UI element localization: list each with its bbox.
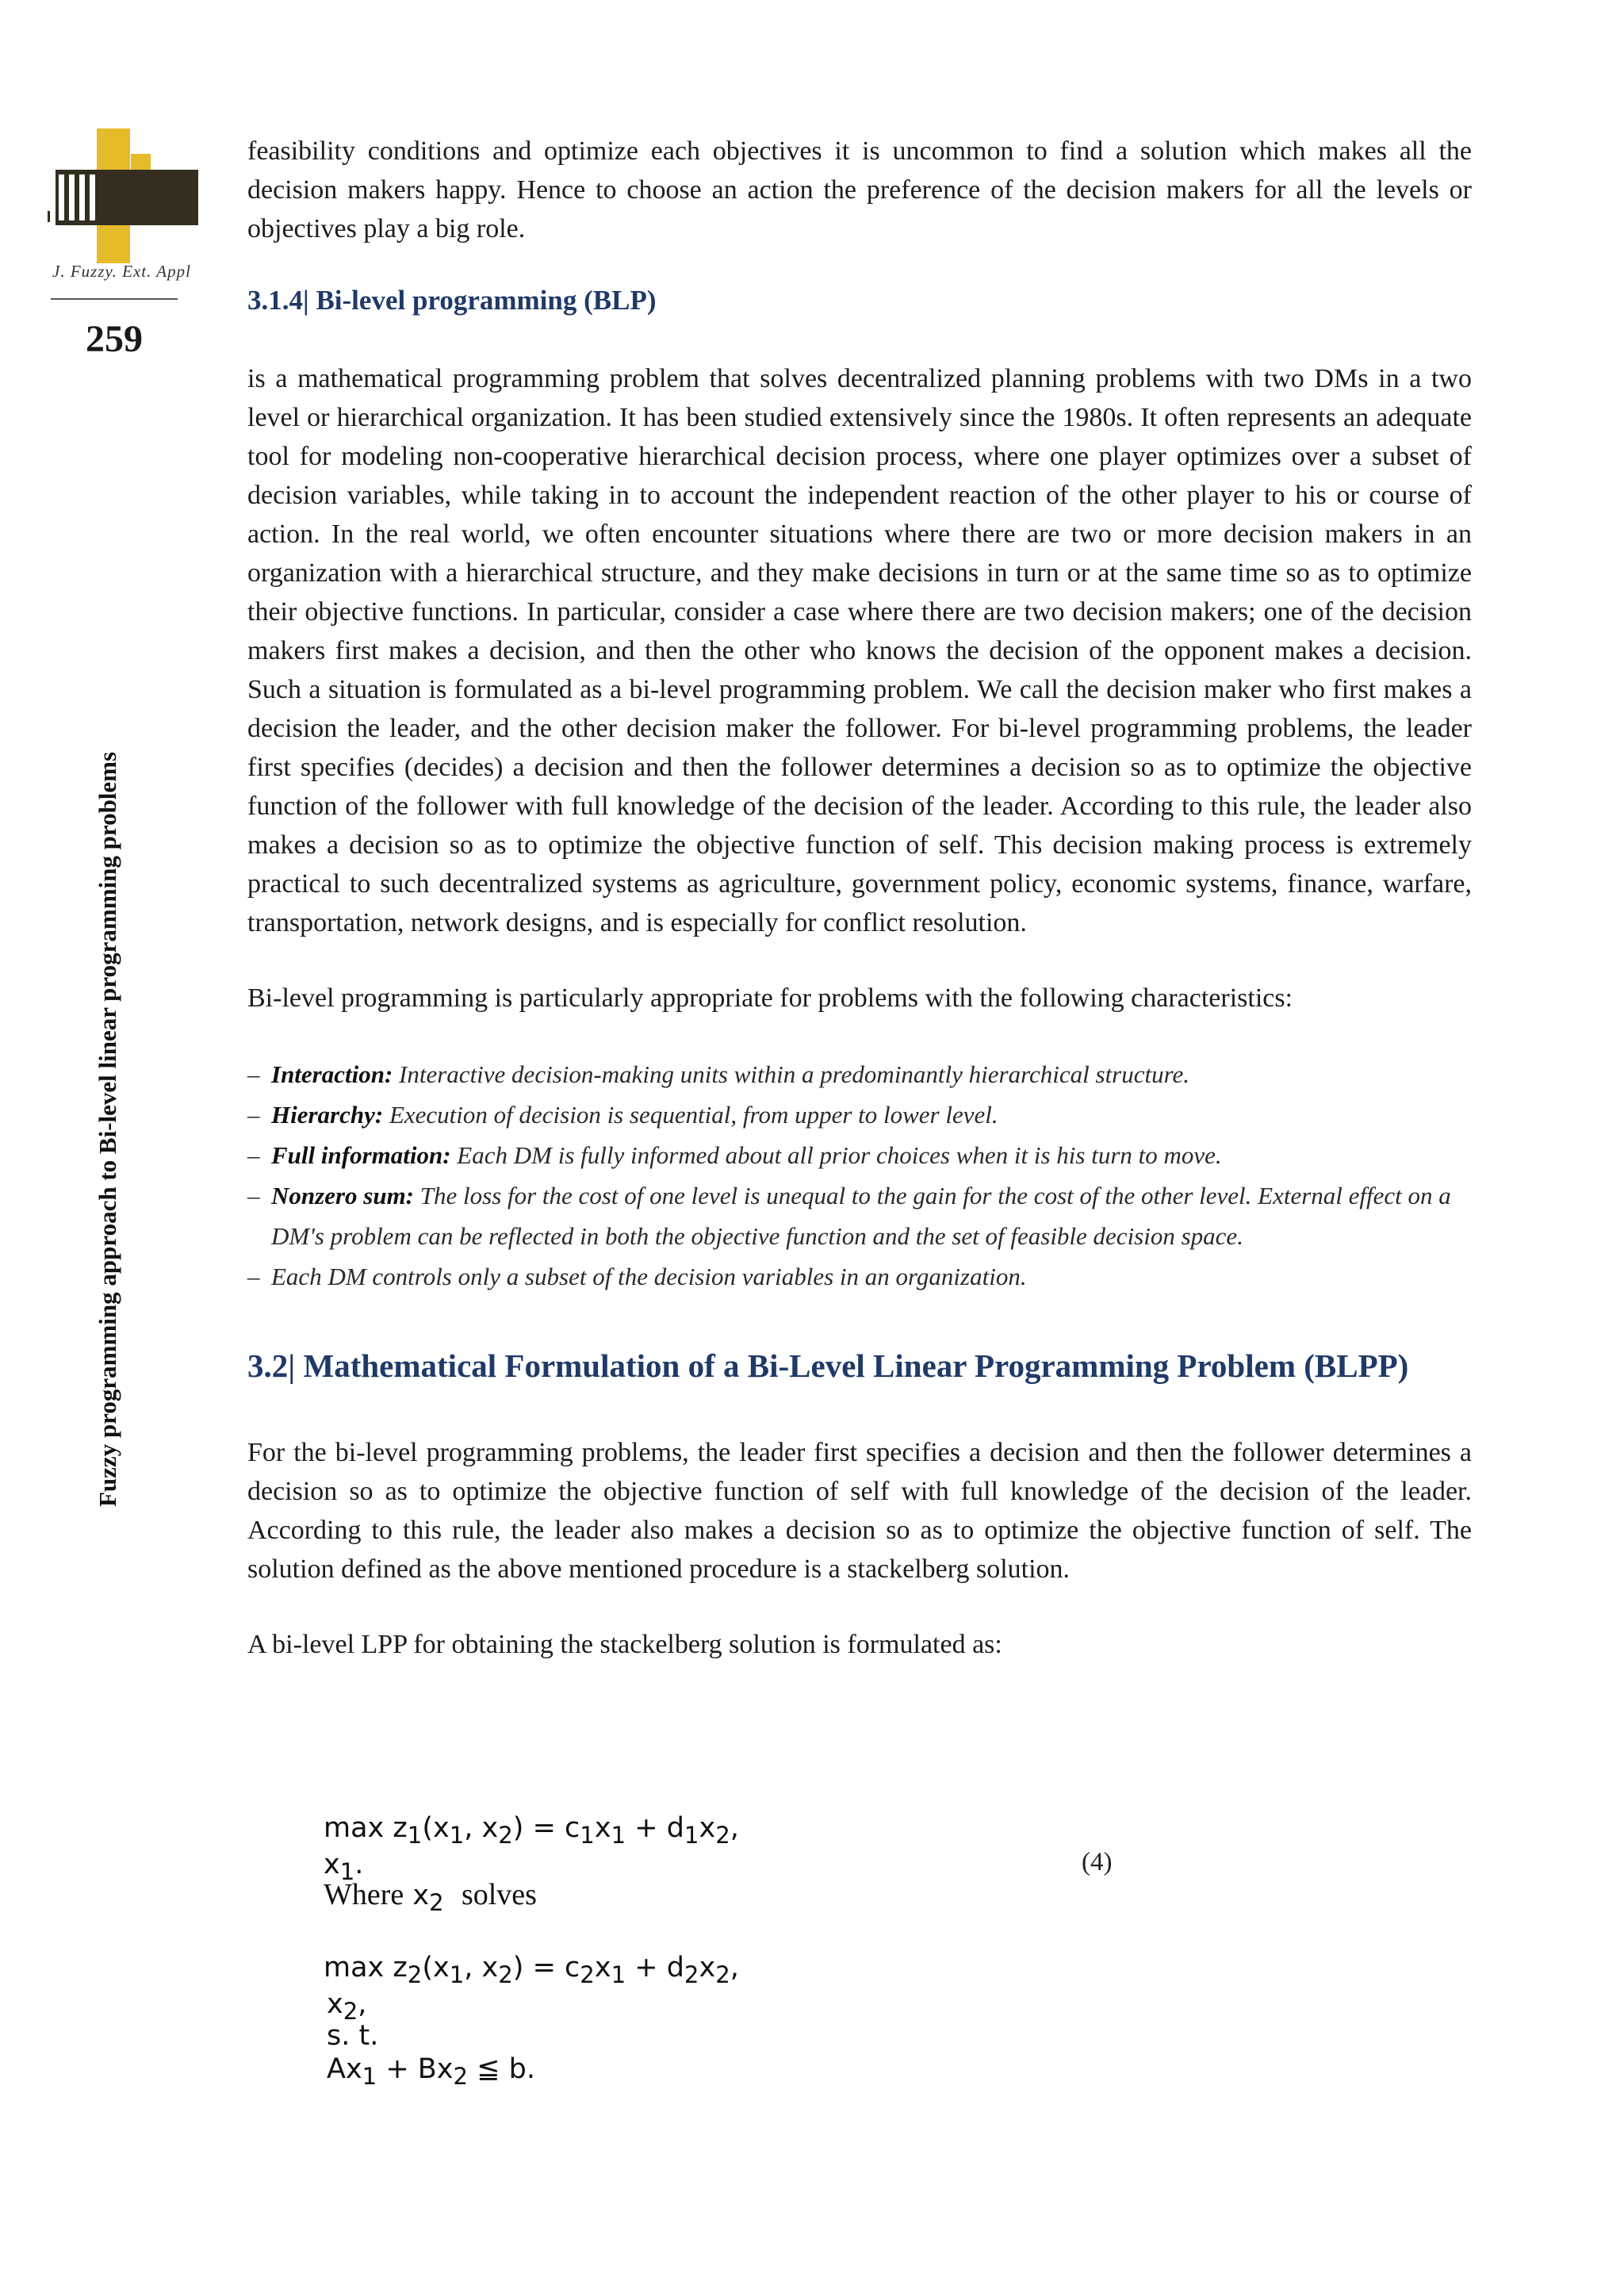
subject-to-label: s. t. (327, 2020, 379, 2052)
formulation-paragraph: For the bi-level programming problems, the leader first specifies a decision and then the follower determines a decision so as to optimize the objective function of self with full knowledge of the decision of the leader. According to this rule, the leader also makes a decision so as to optimize the objective function of self. The solution defined as the above mentioned procedure is a stackelberg solution. (247, 1438, 1472, 1584)
list-item: – Interaction: Interactive decision-making units within a predominantly hierarchical structure. (247, 1054, 1472, 1094)
where-line: Where $x_2$ solves (324, 1878, 537, 1916)
list-item: – Nonzero sum: The loss for the cost of one level is unequal to the gain for the cost of the other level. External effect on a DM's problem can be reflected in both the objective function and the set of feasible decision space. (247, 1175, 1472, 1256)
page-number: 259 (86, 318, 143, 360)
follower-variable: $x_2$, (327, 1988, 367, 2025)
follower-objective: $\max z_2(x_1$, $x_2) = c_2x_1 + d_2x_2$, (324, 1952, 739, 1988)
lpp-intro-paragraph: A bi-level LPP for obtaining the stackelberg solution is formulated as: (247, 1630, 1002, 1659)
logo-yellow-arm (131, 154, 151, 172)
blp-heading: 3.1.4| Bi-level programming (BLP) (247, 285, 657, 316)
blp-definition-paragraph: is a mathematical programming problem that solves decentralized planning problems with two DMs in a two level or hierarchical organization. It has been studied extensively since the 1980s. It often represents an adequate tool for modeling non-cooperative hierarchical decision process, where one player optimizes over a subset of decision variables, while taking in to account the independent reaction of the other player to his or course of action. In the real world, we often encounter situations where there are two or more decision makers in an organization with a hierarchical structure, and they make decisions in turn or at the same time so as to optimize their objective functions. In particular, consider a case where there are two decision makers; one of the decision makers first makes a decision, and then the other who knows the decision of the opponent makes a decision. Such a situation is formulated as a bi-level programming problem. We call the decision maker who first makes a decision the leader, and the other decision maker the follower. For bi-level programming problems, the leader first specifies (decides) a decision and then the follower determines a decision so as to optimize the objective function of the follower with full knowledge of the decision of the leader. According to this rule, the leader also makes a decision so as to optimize the objective function of self. This decision making process is extremely practical to such decentralized systems as agriculture, government policy, economic systems, finance, warfare, transportation, network designs, and is especially for conflict resolution. (247, 364, 1472, 937)
main-content (247, 132, 1472, 1700)
intro-paragraph: feasibility conditions and optimize each objectives it is uncommon to find a solution which makes all the decision makers happy. Hence to choose an action the preference of the decision makers for all the levels or objectives play a big role. (247, 136, 1472, 243)
journal-abbreviation: J. Fuzzy. Ext. Appl (52, 262, 191, 281)
list-item: – Full information: Each DM is fully informed about all prior choices when it is his turn to move. (247, 1135, 1472, 1175)
constraint: $Ax_1 + Bx_2$ ≦ b. (327, 2053, 536, 2090)
running-title: Fuzzy programming approach to Bi-level linear programming problems (94, 751, 121, 1507)
list-item: – Each DM controls only a subset of the decision variables in an organization. (247, 1256, 1472, 1297)
leader-objective: $\max z_1(x_1$, $x_2) = c_1x_1 + d_1x_2$, (324, 1812, 739, 1849)
logo-dark-band (56, 170, 198, 225)
logo-divider (51, 298, 178, 300)
characteristics-intro: Bi-level programming is particularly appropriate for problems with the following characteristics: (247, 983, 1293, 1013)
characteristics-list (247, 1054, 1472, 1297)
equation-number: (4) (1082, 1848, 1113, 1876)
blpp-heading: 3.2| Mathematical Formulation of a Bi-Level Linear Programming Problem (BLPP) (247, 1347, 1409, 1384)
leader-variable: $x_1$. (324, 1849, 364, 1885)
list-item: – Hierarchy: Execution of decision is sequential, from upper to lower level. (247, 1094, 1472, 1135)
